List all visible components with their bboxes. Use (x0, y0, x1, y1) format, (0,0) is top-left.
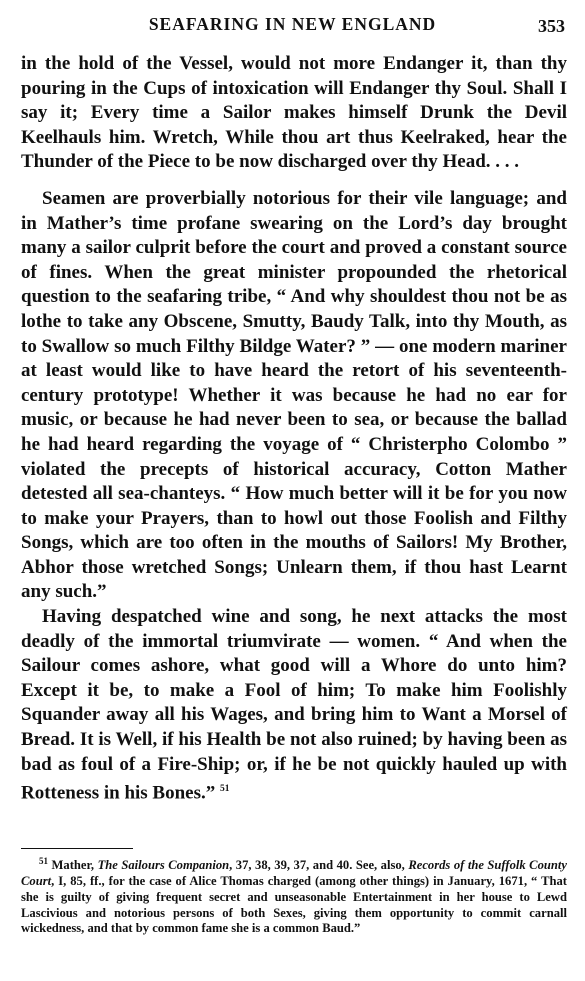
footnote-title-sailours-companion: The Sailours Companion (97, 858, 230, 873)
footnote-text-c: , I, 85, ff., for the case of Alice Thomas charged (among other things) in January, 1671, “ That she is guilty of giving frequent secret and unseasonable Entertainment in her house to Lewd Lascivious and notorious persons of both Sexes, giving them opportunity to commit carnall wickedness, and that by common fame she is a common Baud.” (21, 873, 567, 936)
footnote-text-a: Mather, (48, 858, 98, 873)
paragraph-continuation: in the hold of the Vessel, would not more Endanger it, than thy pouring in the Cups of intoxication will Endanger thy Soul. Shall I say it; Every time a Sailor makes himself Drunk the Devil Keelhauls him. Wretch, While thou art thus Keelraked, hear the Thunder of the Piece to be now discharged over thy Head. . . . (21, 53, 567, 173)
paragraph-women-text: Having despatched wine and song, he next attacks the most deadly of the immortal triumvirate — women. “ And when the Sailour comes ashore, what good will a Whore do unto him? Except it be, to make a Fool of him; To make him Foolishly Squander away all his Wages, and bring him to Want a Morsel of Bread. It is Well, if his Health be not also ruined; by having been as bad as foul of a Fire-Ship; or, if he be not quickly hauled up with Rotteness in his Bones.” (21, 606, 567, 804)
paragraph-women (21, 605, 567, 806)
footnote-title-suffolk-records: Records of the Suffolk County Court (21, 858, 567, 888)
page-number: 353 (538, 16, 565, 36)
footnote-separator (21, 848, 133, 849)
paragraph-seamen-language: Seamen are proverbially notorious for their vile language; and in Mather’s time profane swearing on the Lord’s day brought many a sailor culprit before the court and proved a constant source of fines. When the great minister propounded the rhetorical question to the seafaring tribe, “ And why shouldest thou not be as lothe to take any Obscene, Smutty, Baudy Talk, into thy Mouth, as to Swallow so much Filthy Bildge Water? ” — one modern mariner at least would like to have heard the retort of his seventeenth-century prototype! Whether it was because he had no ear for music, or because he had never been to sea, or because the ballad he had heard regarding the voyage of “ Christerpho Colombo ” violated the precepts of historical accuracy, Cotton Mather detested all sea-chanteys. “ How much better will it be for you now to make your Prayers, than to howl out those Foolish and Filthy Songs, which are too often in the mouths of Sailors! My Brother, Abhor those wretched Songs; Unlearn them, if thou hast Learnt any such.” (21, 187, 567, 603)
footnote-text-b: , 37, 38, 39, 37, and 40. See, also, (229, 858, 409, 873)
footnotes (21, 854, 567, 937)
footnote-reference: 51 (220, 784, 230, 795)
body-text (21, 52, 567, 806)
running-title: SEAFARING IN NEW ENGLAND (148, 14, 437, 34)
running-head (0, 14, 585, 40)
footnote-number: 51 (39, 856, 48, 866)
footnote-51 (21, 854, 567, 937)
